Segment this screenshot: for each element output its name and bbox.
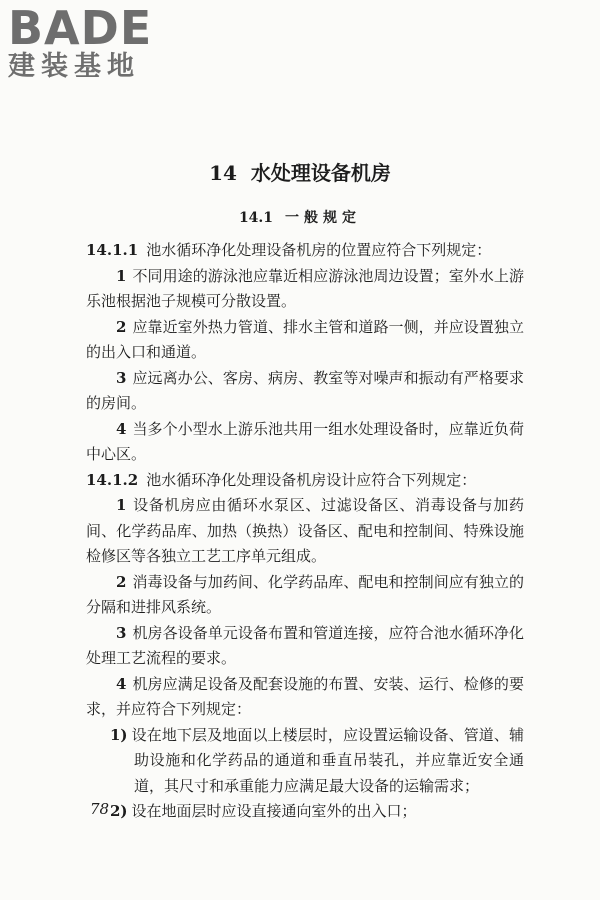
clause-14-1-1 xyxy=(86,238,524,264)
item-text: 应远离办公、客房、病房、教室等对噪声和振动有严格要求的房间。 xyxy=(86,368,524,412)
sub-item-number: 1) xyxy=(110,725,128,744)
chapter-heading xyxy=(0,160,600,186)
item-number: 1 xyxy=(116,266,127,285)
section-title: 一般规定 xyxy=(285,210,362,226)
section-number: 14.1 xyxy=(238,210,274,226)
clause-item xyxy=(86,672,524,723)
clause-text: 池水循环净化处理设备机房设计应符合下列规定： xyxy=(146,470,477,489)
clause-item xyxy=(86,366,524,417)
item-text: 不同用途的游泳池应靠近相应游泳池周边设置；室外水上游乐池根据池子规模可分散设置。 xyxy=(86,266,524,310)
document-body xyxy=(86,238,524,825)
clause-text: 池水循环净化处理设备机房的位置应符合下列规定： xyxy=(146,241,492,259)
clause-item xyxy=(86,315,524,366)
clause-item xyxy=(86,417,524,468)
item-number: 3 xyxy=(116,623,127,642)
clause-item xyxy=(86,570,524,621)
item-number: 4 xyxy=(116,419,127,438)
clause-item xyxy=(86,264,524,315)
item-text: 机房各设备单元设备布置和管道连接，应符合池水循环净化处理工艺流程的要求。 xyxy=(86,623,524,667)
clause-number: 14.1.2 xyxy=(86,470,139,489)
item-number: 1 xyxy=(116,496,127,514)
sub-item-text: 设在地面层时应设直接通向室外的出入口； xyxy=(131,802,417,820)
bade-logo xyxy=(8,1,178,82)
sub-item xyxy=(86,723,524,800)
sub-item xyxy=(86,799,524,825)
item-text: 当多个小型水上游乐池共用一组水处理设备时，应靠近负荷中心区。 xyxy=(86,419,524,463)
item-text: 机房应满足设备及配套设施的布置、安装、运行、检修的要求，并应符合下列规定： xyxy=(86,674,524,718)
item-text: 消毒设备与加药间、化学药品库、配电和控制间应有独立的分隔和进排风系统。 xyxy=(86,572,524,616)
item-number: 2 xyxy=(116,317,127,336)
sub-item-text: 设在地下层及地面以上楼层时，应设置运输设备、管道、辅助设施和化学药品的通道和垂直吊装孔，并应靠近安全通道，其尺寸和承重能力应满足最大设备的运输需求； xyxy=(131,725,524,795)
item-number: 2 xyxy=(116,572,127,591)
item-text: 应靠近室外热力管道、排水主管和道路一侧，并应设置独立的出入口和通道。 xyxy=(86,317,524,361)
clause-item xyxy=(86,621,524,672)
section-heading xyxy=(0,208,600,228)
logo-text-en: BADE xyxy=(8,1,153,55)
item-text: 设备机房应由循环水泵区、过滤设备区、消毒设备与加药间、化学药品库、加热（换热）设备区、配电和控制间、特殊设施检修区等各独立工艺工序单元组成。 xyxy=(86,496,524,565)
clause-item xyxy=(86,493,524,570)
page-number: 78 xyxy=(90,800,110,818)
logo-text-cn: 建装基地 xyxy=(8,51,140,82)
item-number: 3 xyxy=(116,368,127,387)
clause-14-1-2 xyxy=(86,468,524,494)
item-number: 4 xyxy=(116,674,127,693)
chapter-number: 14 xyxy=(209,161,237,185)
sub-item-number: 2) xyxy=(110,802,128,820)
chapter-title: 水处理设备机房 xyxy=(250,161,391,185)
clause-number: 14.1.1 xyxy=(86,241,139,259)
